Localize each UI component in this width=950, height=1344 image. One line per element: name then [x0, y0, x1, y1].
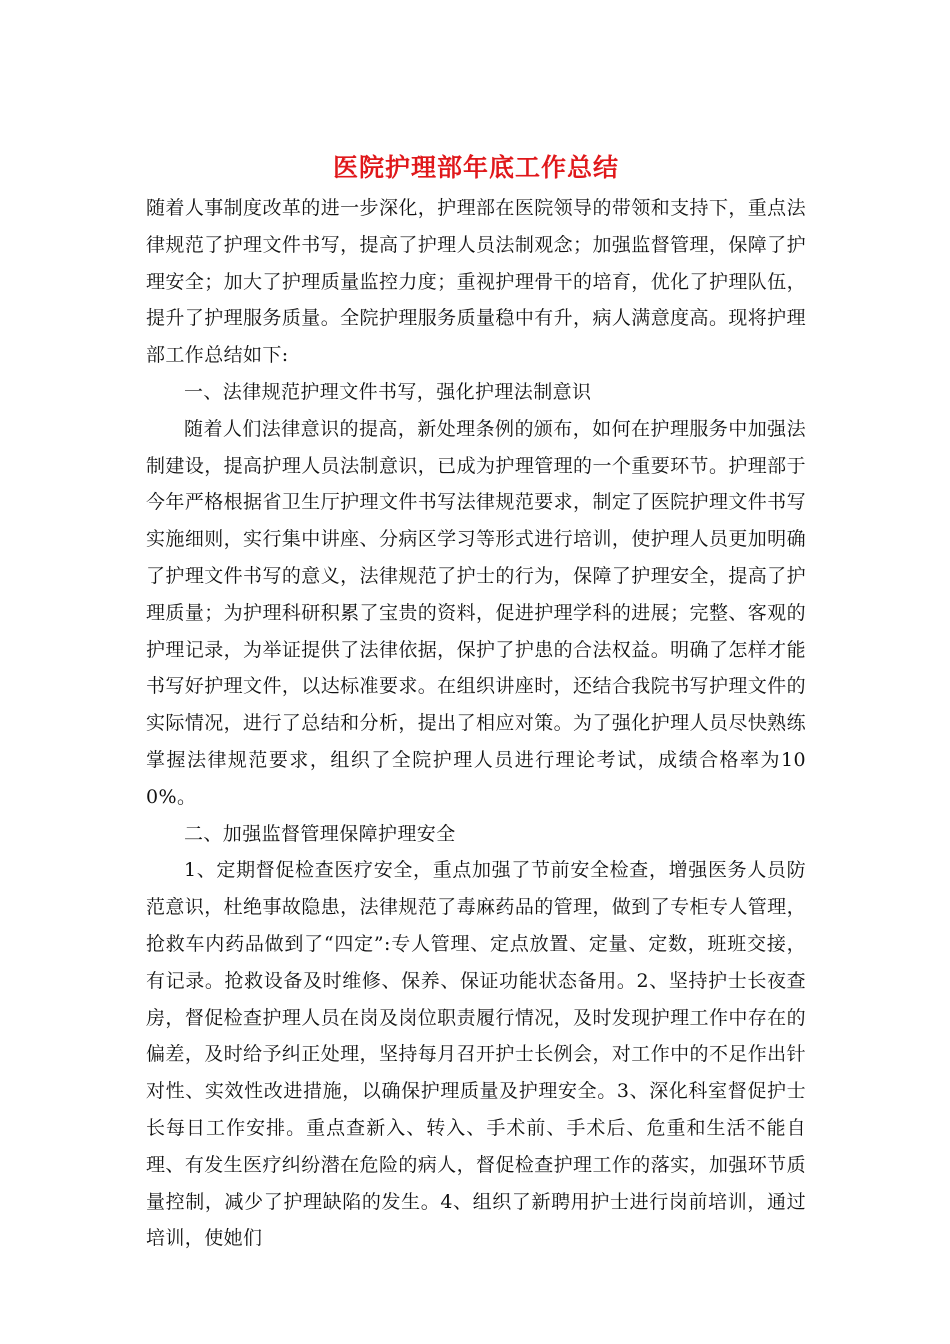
section-heading-1: 一、法律规范护理文件书写，强化护理法制意识 — [184, 380, 592, 403]
paragraph-intro: 随着人事制度改革的进一步深化，护理部在医院领导的带领和支持下，重点法律规范了护理文件书写，提高了护理人员法制观念；加强监督管理，保障了护理安全；加大了护理质量监控力度；重视护理骨干的培育，优化了护理队伍，提升了护理服务质量。全院护理服务质量稳中有升，病人满意度高。现将护理部工作总结如下: — [146, 197, 806, 367]
document-page — [146, 148, 806, 1257]
section-heading-2: 二、加强监督管理保障护理安全 — [184, 822, 456, 845]
paragraph-section-2: 1、定期督促检查医疗安全，重点加强了节前安全检查，增强医务人员防范意识，杜绝事故隐患，法律规范了毒麻药品的管理，做到了专柜专人管理，抢救车内药品做到了“四定”:专人管理、定点放置、定量、定数，班班交接，有记录。抢救设备及时维修、保养、保证功能状态备用。2、坚持护士长夜查房，督促检查护理人员在岗及岗位职责履行情况，及时发现护理工作中存在的偏差，及时给予纠正处理，坚持每月召开护士长例会，对工作中的不足作出针对性、实效性改进措施，以确保护理质量及护理安全。3、深化科室督促护士长每日工作安排。重点查新入、转入、手术前、手术后、危重和生活不能自理、有发生医疗纠纷潜在危险的病人，督促检查护理工作的落实，加强环节质量控制，减少了护理缺陷的发生。4、组织了新聘用护士进行岗前培训，通过培训，使她们 — [146, 859, 806, 1250]
paragraph-section-1: 随着人们法律意识的提高，新处理条例的颁布，如何在护理服务中加强法制建设，提高护理人员法制意识，已成为护理管理的一个重要环节。护理部于今年严格根据省卫生厅护理文件书写法律规范要求，制定了医院护理文件书写实施细则，实行集中讲座、分病区学习等形式进行培训，使护理人员更加明确了护理文件书写的意义，法律规范了护士的行为，保障了护理安全，提高了护理质量；为护理科研积累了宝贵的资料，促进护理学科的进展；完整、客观的护理记录，为举证提供了法律依据，保护了护患的合法权益。明确了怎样才能书写好护理文件，以达标准要求。在组织讲座时，还结合我院书写护理文件的实际情况，进行了总结和分析，提出了相应对策。为了强化护理人员尽快熟练掌握法律规范要求，组织了全院护理人员进行理论考试，成绩合格率为100%。 — [146, 417, 806, 808]
document-title: 医院护理部年底工作总结 — [332, 153, 619, 182]
